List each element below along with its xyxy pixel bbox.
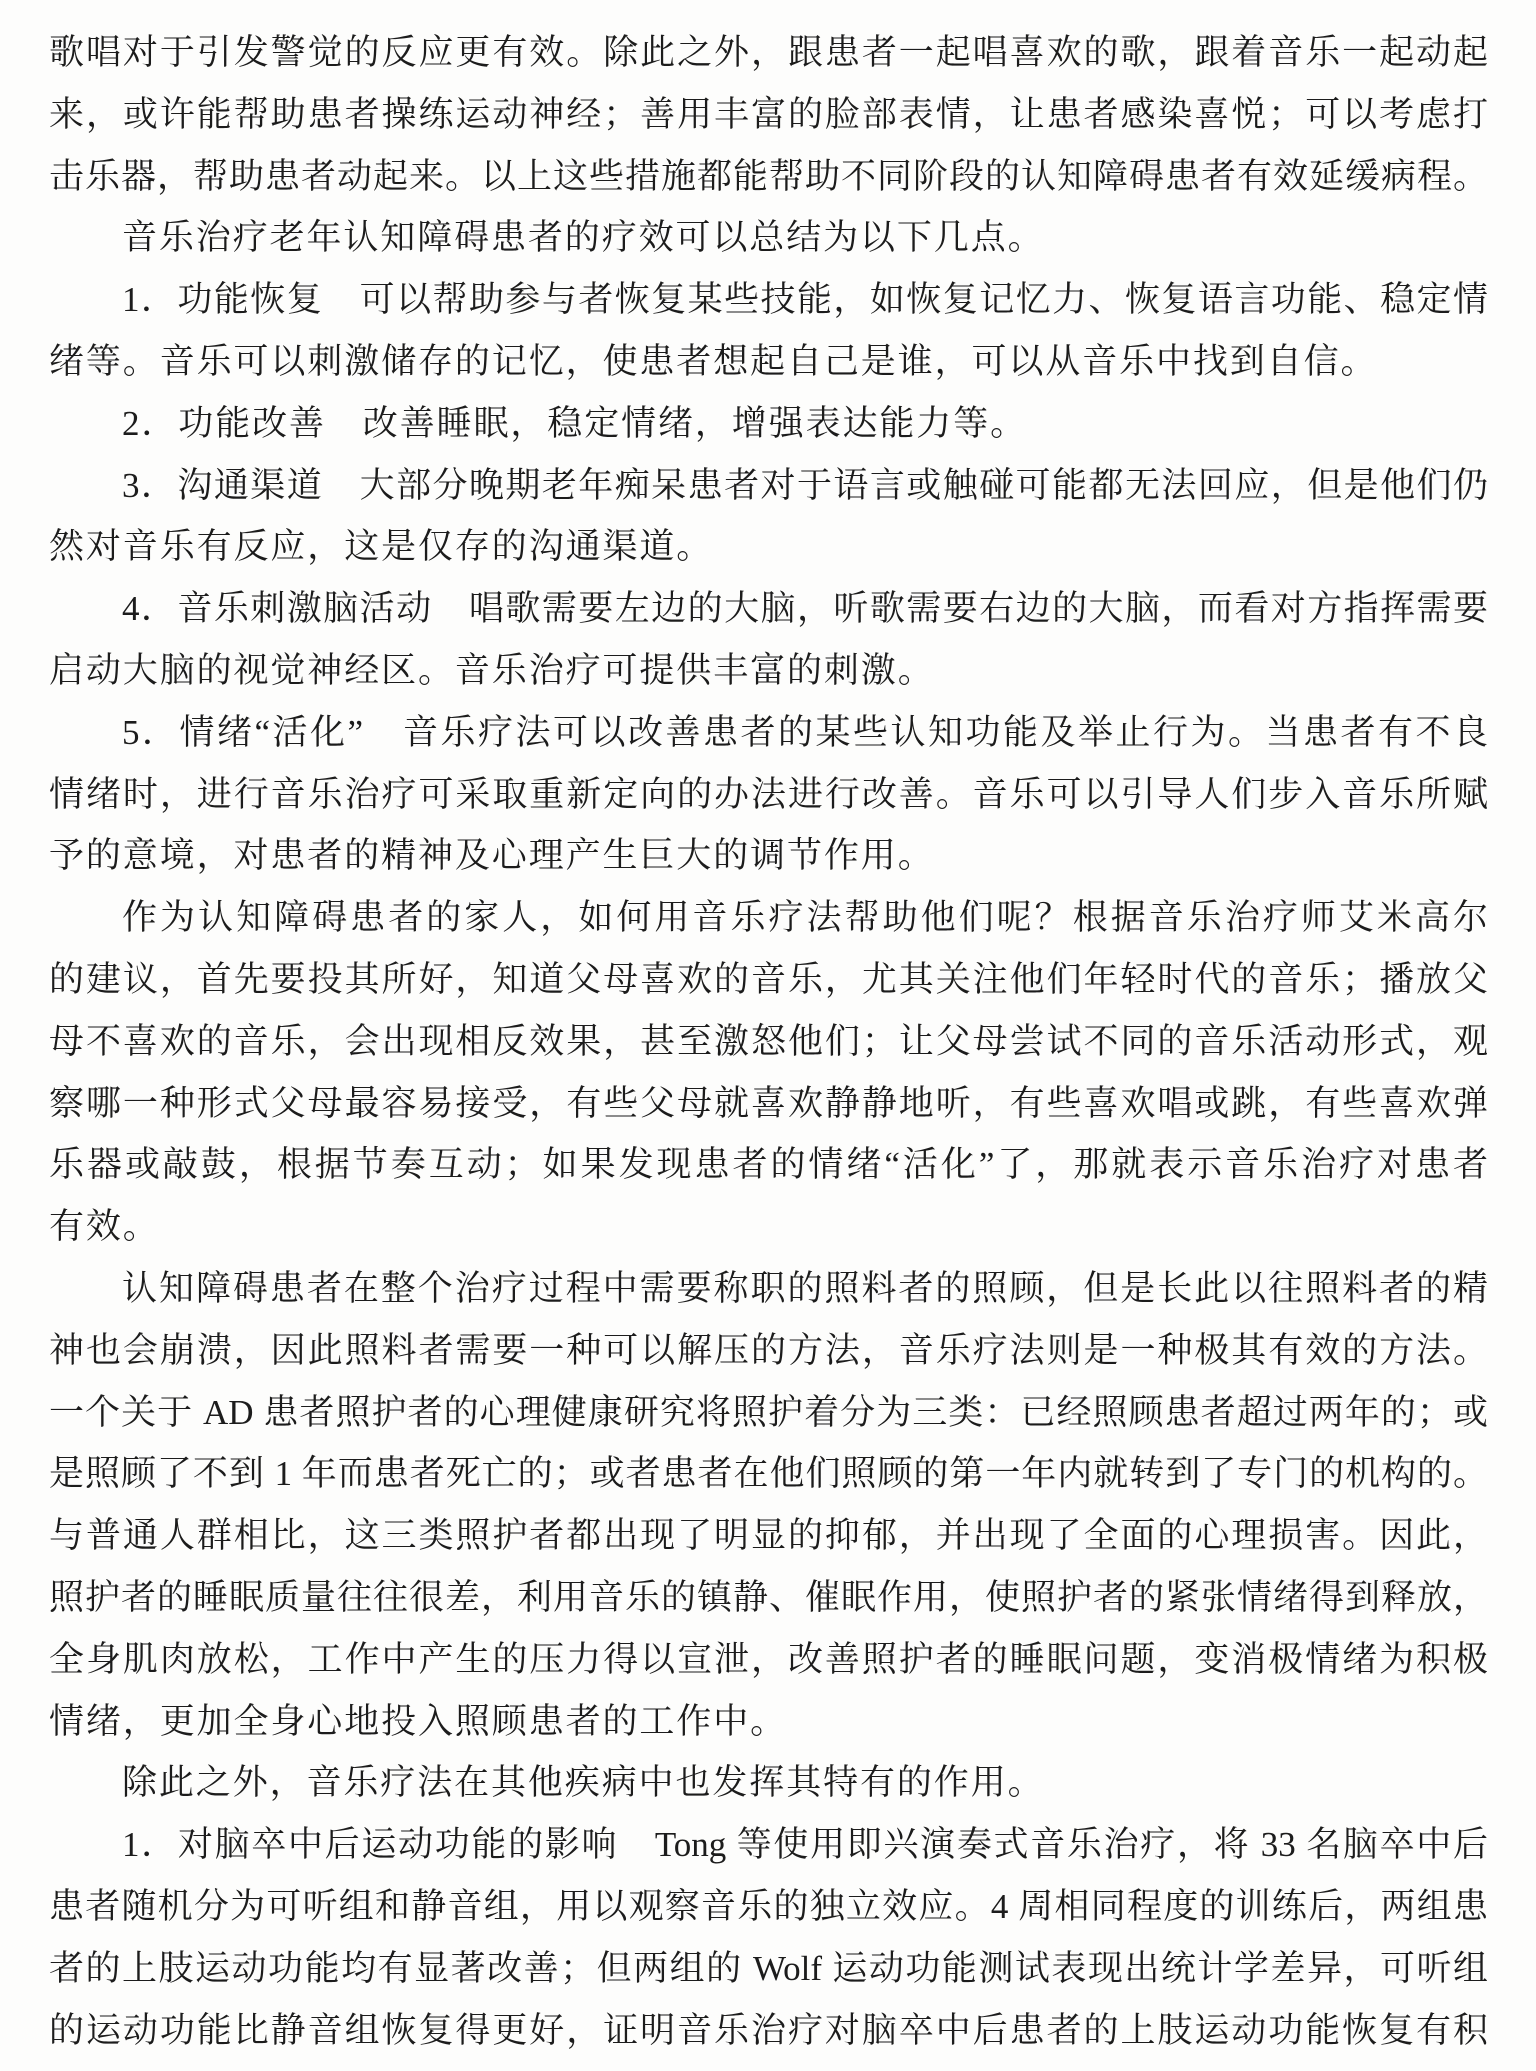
text-line: 来，或许能帮助患者操练运动神经；善用丰富的脸部表情，让患者感染喜悦；可以考虑打 bbox=[49, 94, 1488, 134]
text-line: 2．功能改善 改善睡眠，稳定情绪，增强表达能力等。 bbox=[122, 403, 1028, 443]
text-line: 除此之外，音乐疗法在其他疾病中也发挥其特有的作用。 bbox=[122, 1763, 1045, 1803]
text-line: 启动大脑的视觉神经区。音乐治疗可提供丰富的刺激。 bbox=[49, 650, 935, 690]
text-line: 的建议，首先要投其所好，知道父母喜欢的音乐，尤其关注他们年轻时代的音乐；播放父 bbox=[49, 959, 1488, 999]
text-line: 予的意境，对患者的精神及心理产生巨大的调节作用。 bbox=[49, 836, 935, 876]
text-line: 歌唱对于引发警觉的反应更有效。除此之外，跟患者一起唱喜欢的歌，跟着音乐一起动起 bbox=[49, 33, 1488, 72]
text-line: 与普通人群相比，这三类照护者都出现了明显的抑郁，并出现了全面的心理损害。因此， bbox=[49, 1516, 1488, 1556]
paragraph bbox=[49, 207, 1488, 269]
text-line: 神也会崩溃，因此照料者需要一种可以解压的方法，音乐疗法则是一种极其有效的方法。 bbox=[49, 1330, 1488, 1370]
paragraph bbox=[49, 1258, 1488, 1752]
text-line: 是照顾了不到 1 年而患者死亡的；或者患者在他们照顾的第一年内就转到了专门的机构的。 bbox=[49, 1454, 1488, 1494]
text-line: 1．功能恢复 可以帮助参与者恢复某些技能，如恢复记忆力、恢复语言功能、稳定情 bbox=[122, 280, 1488, 320]
text-line: 察哪一种形式父母最容易接受，有些父母就喜欢静静地听，有些喜欢唱或跳，有些喜欢弹 bbox=[49, 1083, 1488, 1123]
text-line: 认知障碍患者在整个治疗过程中需要称职的照料者的照顾，但是长此以往照料者的精 bbox=[122, 1268, 1488, 1308]
text-line: 音乐治疗老年认知障碍患者的疗效可以总结为以下几点。 bbox=[122, 218, 1045, 258]
text-line: 4．音乐刺激脑活动 唱歌需要左边的大脑，听歌需要右边的大脑，而看对方指挥需要 bbox=[122, 589, 1488, 629]
text-line: 全身肌肉放松，工作中产生的压力得以宣泄，改善照护者的睡眠问题，变消极情绪为积极 bbox=[49, 1639, 1488, 1679]
numbered-item bbox=[49, 269, 1488, 393]
text-line: 1．对脑卒中后运动功能的影响 Tong 等使用即兴演奏式音乐治疗，将 33 名脑卒中后 bbox=[122, 1825, 1488, 1865]
text-line: 母不喜欢的音乐，会出现相反效果，甚至激怒他们；让父母尝试不同的音乐活动形式，观 bbox=[49, 1021, 1488, 1061]
text-line: 照护者的睡眠质量往往很差，利用音乐的镇静、催眠作用，使照护者的紧张情绪得到释放， bbox=[49, 1577, 1488, 1617]
numbered-item bbox=[49, 393, 1488, 455]
numbered-item bbox=[49, 455, 1488, 579]
text-line: 者的上肢运动功能均有显著改善；但两组的 Wolf 运动功能测试表现出统计学差异，可听组 bbox=[49, 1948, 1488, 1988]
text-line: 情绪时，进行音乐治疗可采取重新定向的办法进行改善。音乐可以引导人们步入音乐所赋 bbox=[49, 774, 1488, 814]
numbered-item bbox=[49, 578, 1488, 702]
text-line: 一个关于 AD 患者照护者的心理健康研究将照护着分为三类：已经照顾患者超过两年的；或 bbox=[49, 1392, 1488, 1432]
page-body bbox=[49, 22, 1488, 2061]
text-line: 有效。 bbox=[49, 1207, 160, 1247]
paragraph bbox=[49, 887, 1488, 1258]
text-line: 情绪，更加全身心地投入照顾患者的工作中。 bbox=[49, 1701, 788, 1741]
text-line: 作为认知障碍患者的家人，如何用音乐疗法帮助他们呢？根据音乐治疗师艾米高尔 bbox=[122, 898, 1488, 938]
text-line: 患者随机分为可听组和静音组，用以观察音乐的独立效应。4 周相同程度的训练后，两组患 bbox=[49, 1886, 1488, 1926]
text-line: 3．沟通渠道 大部分晚期老年痴呆患者对于语言或触碰可能都无法回应，但是他们仍 bbox=[122, 465, 1488, 505]
text-line: 乐器或敲鼓，根据节奏互动；如果发现患者的情绪“活化”了，那就表示音乐治疗对患者 bbox=[49, 1145, 1488, 1185]
paragraph bbox=[49, 1752, 1488, 1814]
text-line: 5．情绪“活化” 音乐疗法可以改善患者的某些认知功能及举止行为。当患者有不良 bbox=[122, 712, 1488, 752]
numbered-item bbox=[49, 1814, 1488, 2061]
numbered-item bbox=[49, 702, 1488, 887]
text-line: 击乐器，帮助患者动起来。以上这些措施都能帮助不同阶段的认知障碍患者有效延缓病程。 bbox=[49, 156, 1488, 196]
paragraph bbox=[49, 22, 1488, 207]
text-line: 绪等。音乐可以刺激储存的记忆，使患者想起自己是谁，可以从音乐中找到自信。 bbox=[49, 341, 1378, 381]
text-line: 然对音乐有反应，这是仅存的沟通渠道。 bbox=[49, 527, 714, 567]
text-line: 的运动功能比静音组恢复得更好，证明音乐治疗对脑卒中后患者的上肢运动功能恢复有积 bbox=[49, 2010, 1488, 2050]
